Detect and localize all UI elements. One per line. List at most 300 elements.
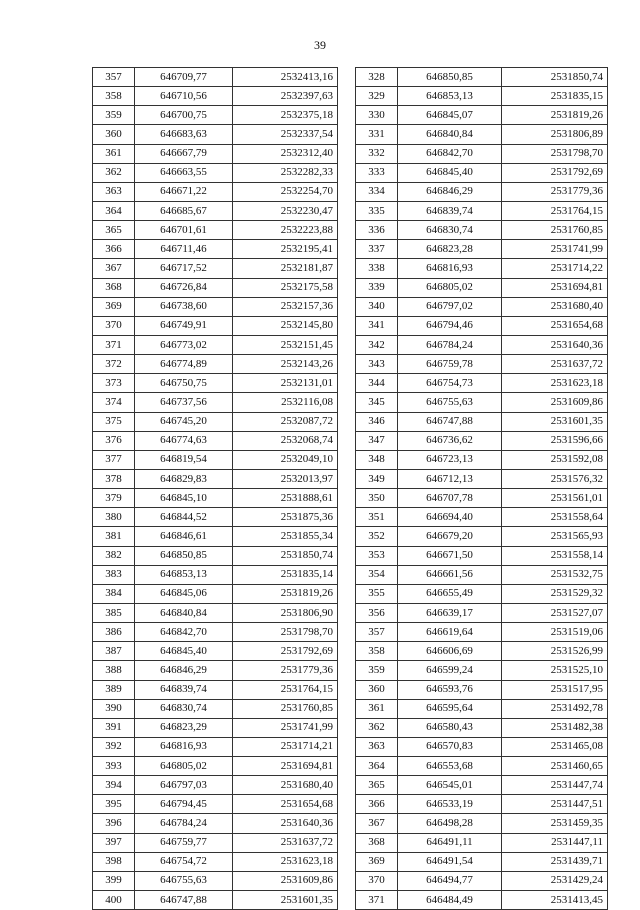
y-coordinate-cell: 2531460,65 bbox=[502, 757, 608, 776]
point-number-cell: 341 bbox=[356, 316, 398, 335]
point-number-cell: 359 bbox=[356, 661, 398, 680]
y-coordinate-cell: 2531798,70 bbox=[502, 144, 608, 163]
table-row bbox=[93, 623, 338, 642]
point-number-cell: 369 bbox=[93, 297, 135, 316]
point-number-cell: 367 bbox=[356, 814, 398, 833]
x-coordinate-cell: 646774,63 bbox=[135, 431, 233, 450]
table-row bbox=[93, 852, 338, 871]
y-coordinate-cell: 2531741,99 bbox=[233, 718, 338, 737]
table-row bbox=[93, 144, 338, 163]
x-coordinate-cell: 646797,03 bbox=[135, 776, 233, 795]
table-row bbox=[93, 221, 338, 240]
x-coordinate-cell: 646819,54 bbox=[135, 450, 233, 469]
point-number-cell: 334 bbox=[356, 182, 398, 201]
point-number-cell: 335 bbox=[356, 201, 398, 220]
point-number-cell: 388 bbox=[93, 661, 135, 680]
page-number: 39 bbox=[314, 38, 326, 52]
table-row bbox=[93, 584, 338, 603]
table-row bbox=[356, 776, 608, 795]
table-row bbox=[356, 527, 608, 546]
table-row bbox=[356, 431, 608, 450]
x-coordinate-cell: 646606,69 bbox=[398, 642, 502, 661]
x-coordinate-cell: 646839,74 bbox=[135, 680, 233, 699]
x-coordinate-cell: 646797,02 bbox=[398, 297, 502, 316]
point-number-cell: 376 bbox=[93, 431, 135, 450]
point-number-cell: 377 bbox=[93, 450, 135, 469]
y-coordinate-cell: 2531779,36 bbox=[233, 661, 338, 680]
point-number-cell: 342 bbox=[356, 335, 398, 354]
point-number-cell: 364 bbox=[356, 757, 398, 776]
y-coordinate-cell: 2532413,16 bbox=[233, 68, 338, 87]
point-number-cell: 365 bbox=[356, 776, 398, 795]
table-row bbox=[356, 221, 608, 240]
x-coordinate-cell: 646749,91 bbox=[135, 316, 233, 335]
point-number-cell: 362 bbox=[356, 718, 398, 737]
y-coordinate-cell: 2532151,45 bbox=[233, 335, 338, 354]
x-coordinate-cell: 646685,67 bbox=[135, 201, 233, 220]
x-coordinate-cell: 646709,77 bbox=[135, 68, 233, 87]
y-coordinate-cell: 2531850,74 bbox=[502, 68, 608, 87]
table-row bbox=[93, 393, 338, 412]
x-coordinate-cell: 646846,29 bbox=[398, 182, 502, 201]
y-coordinate-cell: 2531806,90 bbox=[233, 603, 338, 622]
x-coordinate-cell: 646805,02 bbox=[135, 757, 233, 776]
point-number-cell: 355 bbox=[356, 584, 398, 603]
table-row bbox=[93, 891, 338, 910]
x-coordinate-cell: 646738,60 bbox=[135, 297, 233, 316]
point-number-cell: 382 bbox=[93, 546, 135, 565]
table-row bbox=[356, 355, 608, 374]
table-row bbox=[93, 106, 338, 125]
table-row bbox=[93, 450, 338, 469]
x-coordinate-cell: 646694,40 bbox=[398, 508, 502, 527]
y-coordinate-cell: 2531447,11 bbox=[502, 833, 608, 852]
point-number-cell: 370 bbox=[356, 871, 398, 890]
point-number-cell: 345 bbox=[356, 393, 398, 412]
table-row bbox=[93, 489, 338, 508]
point-number-cell: 371 bbox=[356, 891, 398, 910]
y-coordinate-cell: 2531519,06 bbox=[502, 623, 608, 642]
table-row bbox=[93, 527, 338, 546]
x-coordinate-cell: 646845,40 bbox=[135, 642, 233, 661]
table-row bbox=[356, 699, 608, 718]
table-row bbox=[356, 584, 608, 603]
point-number-cell: 366 bbox=[93, 240, 135, 259]
x-coordinate-cell: 646711,46 bbox=[135, 240, 233, 259]
x-coordinate-cell: 646595,64 bbox=[398, 699, 502, 718]
point-number-cell: 353 bbox=[356, 546, 398, 565]
point-number-cell: 350 bbox=[356, 489, 398, 508]
point-number-cell: 329 bbox=[356, 87, 398, 106]
table-row bbox=[356, 106, 608, 125]
y-coordinate-cell: 2532175,58 bbox=[233, 278, 338, 297]
x-coordinate-cell: 646823,29 bbox=[135, 718, 233, 737]
x-coordinate-cell: 646671,50 bbox=[398, 546, 502, 565]
table-row bbox=[356, 469, 608, 488]
y-coordinate-cell: 2531714,21 bbox=[233, 737, 338, 756]
point-number-cell: 357 bbox=[356, 623, 398, 642]
table-row bbox=[356, 240, 608, 259]
x-coordinate-cell: 646784,24 bbox=[135, 814, 233, 833]
point-number-cell: 381 bbox=[93, 527, 135, 546]
point-number-cell: 379 bbox=[93, 489, 135, 508]
table-row bbox=[93, 718, 338, 737]
point-number-cell: 337 bbox=[356, 240, 398, 259]
y-coordinate-cell: 2531760,85 bbox=[233, 699, 338, 718]
point-number-cell: 358 bbox=[93, 87, 135, 106]
table-row bbox=[93, 201, 338, 220]
x-coordinate-cell: 646491,54 bbox=[398, 852, 502, 871]
coordinates-table-right-body bbox=[356, 68, 608, 910]
table-row bbox=[356, 335, 608, 354]
point-number-cell: 389 bbox=[93, 680, 135, 699]
table-row bbox=[356, 718, 608, 737]
point-number-cell: 336 bbox=[356, 221, 398, 240]
table-row bbox=[93, 871, 338, 890]
point-number-cell: 397 bbox=[93, 833, 135, 852]
table-row bbox=[356, 297, 608, 316]
x-coordinate-cell: 646845,07 bbox=[398, 106, 502, 125]
y-coordinate-cell: 2531680,40 bbox=[502, 297, 608, 316]
table-row bbox=[93, 278, 338, 297]
table-row bbox=[356, 565, 608, 584]
x-coordinate-cell: 646498,28 bbox=[398, 814, 502, 833]
point-number-cell: 385 bbox=[93, 603, 135, 622]
point-number-cell: 368 bbox=[356, 833, 398, 852]
point-number-cell: 347 bbox=[356, 431, 398, 450]
y-coordinate-cell: 2531492,78 bbox=[502, 699, 608, 718]
x-coordinate-cell: 646842,70 bbox=[135, 623, 233, 642]
point-number-cell: 393 bbox=[93, 757, 135, 776]
y-coordinate-cell: 2531798,70 bbox=[233, 623, 338, 642]
y-coordinate-cell: 2531576,32 bbox=[502, 469, 608, 488]
x-coordinate-cell: 646829,83 bbox=[135, 469, 233, 488]
y-coordinate-cell: 2531527,07 bbox=[502, 603, 608, 622]
y-coordinate-cell: 2532337,54 bbox=[233, 125, 338, 144]
point-number-cell: 340 bbox=[356, 297, 398, 316]
x-coordinate-cell: 646754,73 bbox=[398, 374, 502, 393]
point-number-cell: 363 bbox=[356, 737, 398, 756]
table-row bbox=[93, 795, 338, 814]
table-row bbox=[356, 68, 608, 87]
y-coordinate-cell: 2531888,61 bbox=[233, 489, 338, 508]
x-coordinate-cell: 646816,93 bbox=[398, 259, 502, 278]
table-row bbox=[93, 469, 338, 488]
point-number-cell: 394 bbox=[93, 776, 135, 795]
point-number-cell: 338 bbox=[356, 259, 398, 278]
point-number-cell: 348 bbox=[356, 450, 398, 469]
table-row bbox=[93, 680, 338, 699]
x-coordinate-cell: 646747,88 bbox=[135, 891, 233, 910]
table-row bbox=[93, 125, 338, 144]
y-coordinate-cell: 2532145,80 bbox=[233, 316, 338, 335]
x-coordinate-cell: 646679,20 bbox=[398, 527, 502, 546]
point-number-cell: 384 bbox=[93, 584, 135, 603]
table-row bbox=[93, 297, 338, 316]
table-row bbox=[356, 278, 608, 297]
x-coordinate-cell: 646750,75 bbox=[135, 374, 233, 393]
x-coordinate-cell: 646494,77 bbox=[398, 871, 502, 890]
x-coordinate-cell: 646726,84 bbox=[135, 278, 233, 297]
table-row bbox=[93, 163, 338, 182]
table-row bbox=[93, 737, 338, 756]
y-coordinate-cell: 2532230,47 bbox=[233, 201, 338, 220]
point-number-cell: 346 bbox=[356, 412, 398, 431]
table-row bbox=[93, 412, 338, 431]
x-coordinate-cell: 646755,63 bbox=[398, 393, 502, 412]
point-number-cell: 392 bbox=[93, 737, 135, 756]
table-row bbox=[93, 374, 338, 393]
x-coordinate-cell: 646830,74 bbox=[135, 699, 233, 718]
table-row bbox=[356, 852, 608, 871]
table-row bbox=[356, 374, 608, 393]
x-coordinate-cell: 646747,88 bbox=[398, 412, 502, 431]
x-coordinate-cell: 646700,75 bbox=[135, 106, 233, 125]
x-coordinate-cell: 646671,22 bbox=[135, 182, 233, 201]
table-row bbox=[356, 546, 608, 565]
y-coordinate-cell: 2532116,08 bbox=[233, 393, 338, 412]
table-row bbox=[356, 450, 608, 469]
table-row bbox=[93, 642, 338, 661]
table-row bbox=[93, 240, 338, 259]
point-number-cell: 360 bbox=[93, 125, 135, 144]
y-coordinate-cell: 2531714,22 bbox=[502, 259, 608, 278]
x-coordinate-cell: 646545,01 bbox=[398, 776, 502, 795]
y-coordinate-cell: 2531439,71 bbox=[502, 852, 608, 871]
y-coordinate-cell: 2531601,35 bbox=[502, 412, 608, 431]
y-coordinate-cell: 2531835,14 bbox=[233, 565, 338, 584]
point-number-cell: 365 bbox=[93, 221, 135, 240]
y-coordinate-cell: 2531640,36 bbox=[233, 814, 338, 833]
y-coordinate-cell: 2531429,24 bbox=[502, 871, 608, 890]
point-number-cell: 328 bbox=[356, 68, 398, 87]
y-coordinate-cell: 2532375,18 bbox=[233, 106, 338, 125]
point-number-cell: 375 bbox=[93, 412, 135, 431]
x-coordinate-cell: 646655,49 bbox=[398, 584, 502, 603]
table-row bbox=[93, 68, 338, 87]
x-coordinate-cell: 646840,84 bbox=[398, 125, 502, 144]
x-coordinate-cell: 646845,10 bbox=[135, 489, 233, 508]
table-row bbox=[93, 776, 338, 795]
y-coordinate-cell: 2531413,45 bbox=[502, 891, 608, 910]
x-coordinate-cell: 646759,77 bbox=[135, 833, 233, 852]
y-coordinate-cell: 2531465,08 bbox=[502, 737, 608, 756]
y-coordinate-cell: 2532254,70 bbox=[233, 182, 338, 201]
point-number-cell: 370 bbox=[93, 316, 135, 335]
x-coordinate-cell: 646717,52 bbox=[135, 259, 233, 278]
y-coordinate-cell: 2532131,01 bbox=[233, 374, 338, 393]
y-coordinate-cell: 2531850,74 bbox=[233, 546, 338, 565]
y-coordinate-cell: 2531640,36 bbox=[502, 335, 608, 354]
point-number-cell: 361 bbox=[93, 144, 135, 163]
y-coordinate-cell: 2531806,89 bbox=[502, 125, 608, 144]
y-coordinate-cell: 2532397,63 bbox=[233, 87, 338, 106]
x-coordinate-cell: 646712,13 bbox=[398, 469, 502, 488]
x-coordinate-cell: 646491,11 bbox=[398, 833, 502, 852]
y-coordinate-cell: 2532223,88 bbox=[233, 221, 338, 240]
y-coordinate-cell: 2531561,01 bbox=[502, 489, 608, 508]
y-coordinate-cell: 2531558,14 bbox=[502, 546, 608, 565]
table-row bbox=[356, 661, 608, 680]
point-number-cell: 357 bbox=[93, 68, 135, 87]
coordinates-table-left-body bbox=[93, 68, 338, 910]
point-number-cell: 369 bbox=[356, 852, 398, 871]
table-row bbox=[356, 891, 608, 910]
coordinates-table-right bbox=[355, 67, 608, 910]
point-number-cell: 398 bbox=[93, 852, 135, 871]
table-row bbox=[93, 335, 338, 354]
x-coordinate-cell: 646736,62 bbox=[398, 431, 502, 450]
x-coordinate-cell: 646754,72 bbox=[135, 852, 233, 871]
table-row bbox=[93, 833, 338, 852]
table-row bbox=[356, 603, 608, 622]
y-coordinate-cell: 2531819,26 bbox=[233, 584, 338, 603]
point-number-cell: 343 bbox=[356, 355, 398, 374]
y-coordinate-cell: 2532049,10 bbox=[233, 450, 338, 469]
x-coordinate-cell: 646840,84 bbox=[135, 603, 233, 622]
table-row bbox=[93, 259, 338, 278]
table-row bbox=[93, 699, 338, 718]
point-number-cell: 367 bbox=[93, 259, 135, 278]
point-number-cell: 364 bbox=[93, 201, 135, 220]
y-coordinate-cell: 2532181,87 bbox=[233, 259, 338, 278]
point-number-cell: 363 bbox=[93, 182, 135, 201]
y-coordinate-cell: 2532143,26 bbox=[233, 355, 338, 374]
table-row bbox=[93, 603, 338, 622]
y-coordinate-cell: 2531609,86 bbox=[502, 393, 608, 412]
y-coordinate-cell: 2531694,81 bbox=[233, 757, 338, 776]
table-row bbox=[93, 661, 338, 680]
point-number-cell: 371 bbox=[93, 335, 135, 354]
x-coordinate-cell: 646816,93 bbox=[135, 737, 233, 756]
y-coordinate-cell: 2531447,51 bbox=[502, 795, 608, 814]
y-coordinate-cell: 2531764,15 bbox=[502, 201, 608, 220]
table-row bbox=[93, 87, 338, 106]
y-coordinate-cell: 2531517,95 bbox=[502, 680, 608, 699]
y-coordinate-cell: 2531654,68 bbox=[502, 316, 608, 335]
point-number-cell: 378 bbox=[93, 469, 135, 488]
point-number-cell: 356 bbox=[356, 603, 398, 622]
point-number-cell: 351 bbox=[356, 508, 398, 527]
x-coordinate-cell: 646619,64 bbox=[398, 623, 502, 642]
x-coordinate-cell: 646846,29 bbox=[135, 661, 233, 680]
y-coordinate-cell: 2531680,40 bbox=[233, 776, 338, 795]
table-row bbox=[356, 125, 608, 144]
y-coordinate-cell: 2531819,26 bbox=[502, 106, 608, 125]
x-coordinate-cell: 646593,76 bbox=[398, 680, 502, 699]
point-number-cell: 374 bbox=[93, 393, 135, 412]
y-coordinate-cell: 2531601,35 bbox=[233, 891, 338, 910]
x-coordinate-cell: 646723,13 bbox=[398, 450, 502, 469]
y-coordinate-cell: 2531609,86 bbox=[233, 871, 338, 890]
point-number-cell: 330 bbox=[356, 106, 398, 125]
x-coordinate-cell: 646701,61 bbox=[135, 221, 233, 240]
table-row bbox=[356, 814, 608, 833]
table-row bbox=[356, 412, 608, 431]
point-number-cell: 373 bbox=[93, 374, 135, 393]
table-row bbox=[93, 316, 338, 335]
x-coordinate-cell: 646830,74 bbox=[398, 221, 502, 240]
table-row bbox=[356, 680, 608, 699]
table-row bbox=[356, 393, 608, 412]
x-coordinate-cell: 646842,70 bbox=[398, 144, 502, 163]
x-coordinate-cell: 646759,78 bbox=[398, 355, 502, 374]
x-coordinate-cell: 646639,17 bbox=[398, 603, 502, 622]
table-row bbox=[356, 642, 608, 661]
x-coordinate-cell: 646805,02 bbox=[398, 278, 502, 297]
x-coordinate-cell: 646823,28 bbox=[398, 240, 502, 259]
point-number-cell: 380 bbox=[93, 508, 135, 527]
y-coordinate-cell: 2531529,32 bbox=[502, 584, 608, 603]
point-number-cell: 354 bbox=[356, 565, 398, 584]
x-coordinate-cell: 646845,40 bbox=[398, 163, 502, 182]
x-coordinate-cell: 646784,24 bbox=[398, 335, 502, 354]
y-coordinate-cell: 2531459,35 bbox=[502, 814, 608, 833]
point-number-cell: 344 bbox=[356, 374, 398, 393]
y-coordinate-cell: 2531532,75 bbox=[502, 565, 608, 584]
table-row bbox=[356, 201, 608, 220]
x-coordinate-cell: 646661,56 bbox=[398, 565, 502, 584]
point-number-cell: 331 bbox=[356, 125, 398, 144]
x-coordinate-cell: 646794,45 bbox=[135, 795, 233, 814]
point-number-cell: 387 bbox=[93, 642, 135, 661]
x-coordinate-cell: 646683,63 bbox=[135, 125, 233, 144]
y-coordinate-cell: 2532068,74 bbox=[233, 431, 338, 450]
x-coordinate-cell: 646844,52 bbox=[135, 508, 233, 527]
point-number-cell: 362 bbox=[93, 163, 135, 182]
y-coordinate-cell: 2531792,69 bbox=[233, 642, 338, 661]
y-coordinate-cell: 2532157,36 bbox=[233, 297, 338, 316]
table-row bbox=[93, 565, 338, 584]
y-coordinate-cell: 2531525,10 bbox=[502, 661, 608, 680]
y-coordinate-cell: 2532013,97 bbox=[233, 469, 338, 488]
table-row bbox=[356, 316, 608, 335]
y-coordinate-cell: 2531855,34 bbox=[233, 527, 338, 546]
x-coordinate-cell: 646774,89 bbox=[135, 355, 233, 374]
y-coordinate-cell: 2531694,81 bbox=[502, 278, 608, 297]
x-coordinate-cell: 646845,06 bbox=[135, 584, 233, 603]
table-row bbox=[356, 259, 608, 278]
table-row bbox=[93, 431, 338, 450]
y-coordinate-cell: 2531835,15 bbox=[502, 87, 608, 106]
point-number-cell: 332 bbox=[356, 144, 398, 163]
table-row bbox=[356, 508, 608, 527]
point-number-cell: 360 bbox=[356, 680, 398, 699]
x-coordinate-cell: 646755,63 bbox=[135, 871, 233, 890]
point-number-cell: 339 bbox=[356, 278, 398, 297]
y-coordinate-cell: 2532195,41 bbox=[233, 240, 338, 259]
y-coordinate-cell: 2531447,74 bbox=[502, 776, 608, 795]
y-coordinate-cell: 2531779,36 bbox=[502, 182, 608, 201]
y-coordinate-cell: 2531482,38 bbox=[502, 718, 608, 737]
point-number-cell: 400 bbox=[93, 891, 135, 910]
table-row bbox=[356, 737, 608, 756]
point-number-cell: 352 bbox=[356, 527, 398, 546]
y-coordinate-cell: 2531623,18 bbox=[233, 852, 338, 871]
point-number-cell: 358 bbox=[356, 642, 398, 661]
table-row bbox=[356, 833, 608, 852]
y-coordinate-cell: 2531764,15 bbox=[233, 680, 338, 699]
x-coordinate-cell: 646484,49 bbox=[398, 891, 502, 910]
point-number-cell: 368 bbox=[93, 278, 135, 297]
y-coordinate-cell: 2531596,66 bbox=[502, 431, 608, 450]
point-number-cell: 359 bbox=[93, 106, 135, 125]
point-number-cell: 361 bbox=[356, 699, 398, 718]
point-number-cell: 399 bbox=[93, 871, 135, 890]
x-coordinate-cell: 646710,56 bbox=[135, 87, 233, 106]
table-row bbox=[356, 182, 608, 201]
y-coordinate-cell: 2531792,69 bbox=[502, 163, 608, 182]
